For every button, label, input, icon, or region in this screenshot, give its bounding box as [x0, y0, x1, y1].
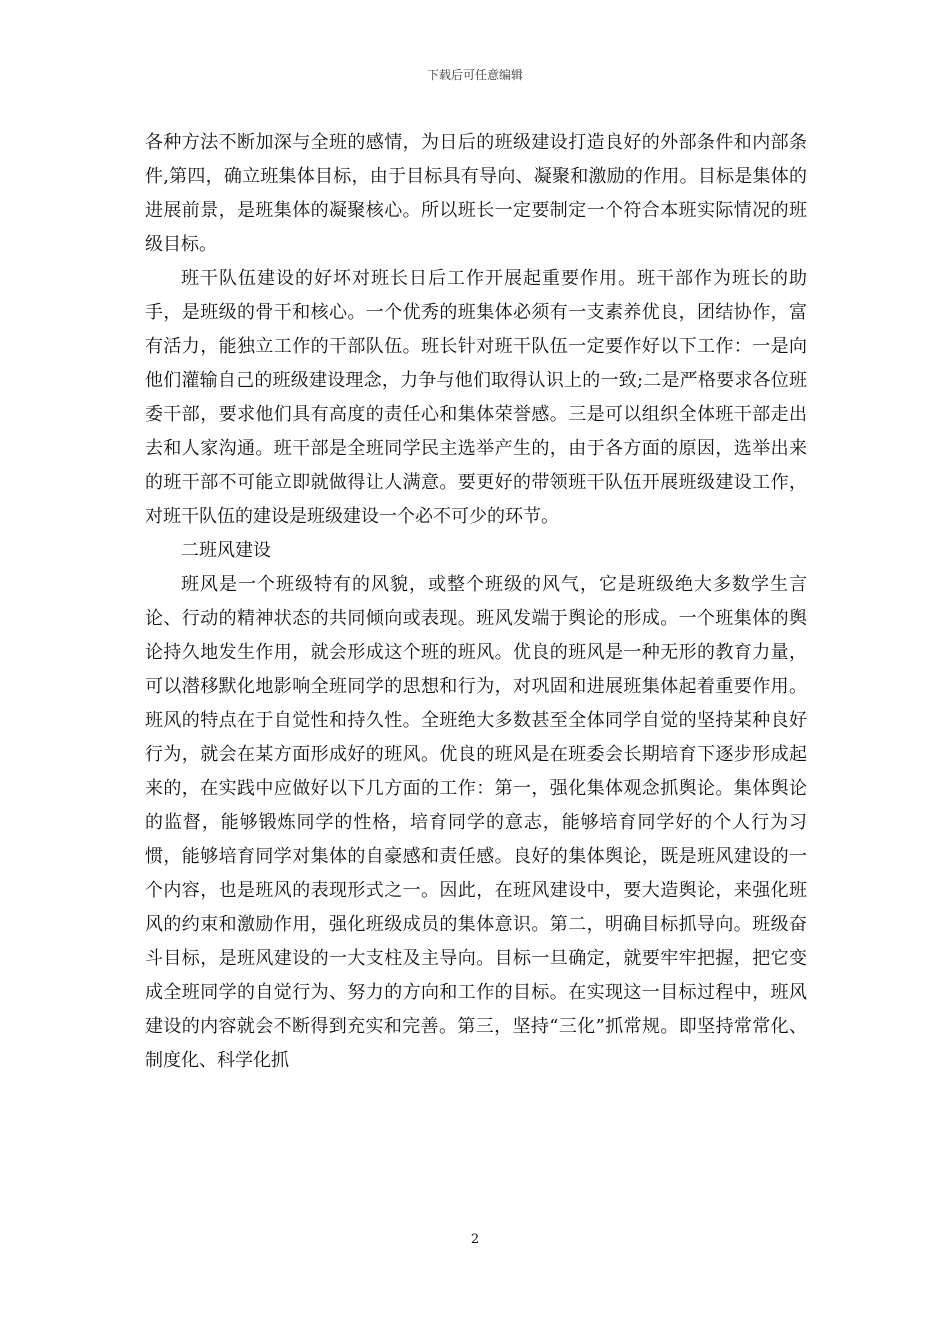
page-header [0, 66, 950, 83]
paragraph-3: 班风是一个班级特有的风貌，或整个班级的风气，它是班级绝大多数学生言论、行动的精神状态的共同倾向或表现。班风发端于舆论的形成。一个班集体的舆论持久地发生作用，就会形成这个班的班风。优良的班风是一种无形的教育力量，可以潜移默化地影响全班同学的思想和行为，对巩固和进展班集体起着重要作用。班风的特点在于自觉性和持久性。全班绝大多数甚至全体同学自觉的坚持某种良好行为，就会在某方面形成好的班风。优良的班风是在班委会长期培育下逐步形成起来的，在实践中应做好以下几方面的工作：第一，强化集体观念抓舆论。集体舆论的监督，能够锻炼同学的性格，培育同学的意志，能够培育同学好的个人行为习惯，能够培育同学对集体的自豪感和责任感。良好的集体舆论，既是班风建设的一个内容，也是班风的表现形式之一。因此，在班风建设中，要大造舆论，来强化班风的约束和激励作用，强化班级成员的集体意识。第二，明确目标抓导向。班级奋斗目标，是班风建设的一大支柱及主导向。目标一旦确定，就要牢牢把握，把它变成全班同学的自觉行为、努力的方向和工作的目标。在实现这一目标过程中，班风建设的内容就会不断得到充实和完善。第三，坚持“三化”抓常规。即坚持常常化、制度化、科学化抓 [145, 574, 807, 1071]
section-heading: 二班风建设 [181, 540, 271, 561]
page-number: 2 [470, 1232, 480, 1247]
paragraph-1: 各种方法不断加深与全班的感情，为日后的班级建设打造良好的外部条件和内部条件,第四，确立班集体目标，由于目标具有导向、凝聚和激励的作用。目标是集体的进展前景，是班集体的凝聚核心。所以班长一定要制定一个符合本班实际情况的班级目标。 [145, 132, 807, 255]
header-text: 下载后可任意编辑 [426, 68, 523, 82]
page-footer [0, 1232, 950, 1247]
document-body [145, 126, 807, 1078]
paragraph-2: 班干队伍建设的好坏对班长日后工作开展起重要作用。班干部作为班长的助手，是班级的骨干和核心。一个优秀的班集体必须有一支素养优良，团结协作，富有活力，能独立工作的干部队伍。班长针对班干队伍一定要作好以下工作：一是向他们灌输自己的班级建设理念，力争与他们取得认识上的一致;二是严格要求各位班委干部，要求他们具有高度的责任心和集体荣誉感。三是可以组织全体班干部走出去和人家沟通。班干部是全班同学民主选举产生的，由于各方面的原因，选举出来的班干部不可能立即就做得让人满意。要更好的带领班干队伍开展班级建设工作，对班干队伍的建设是班级建设一个必不可少的环节。 [145, 268, 807, 527]
